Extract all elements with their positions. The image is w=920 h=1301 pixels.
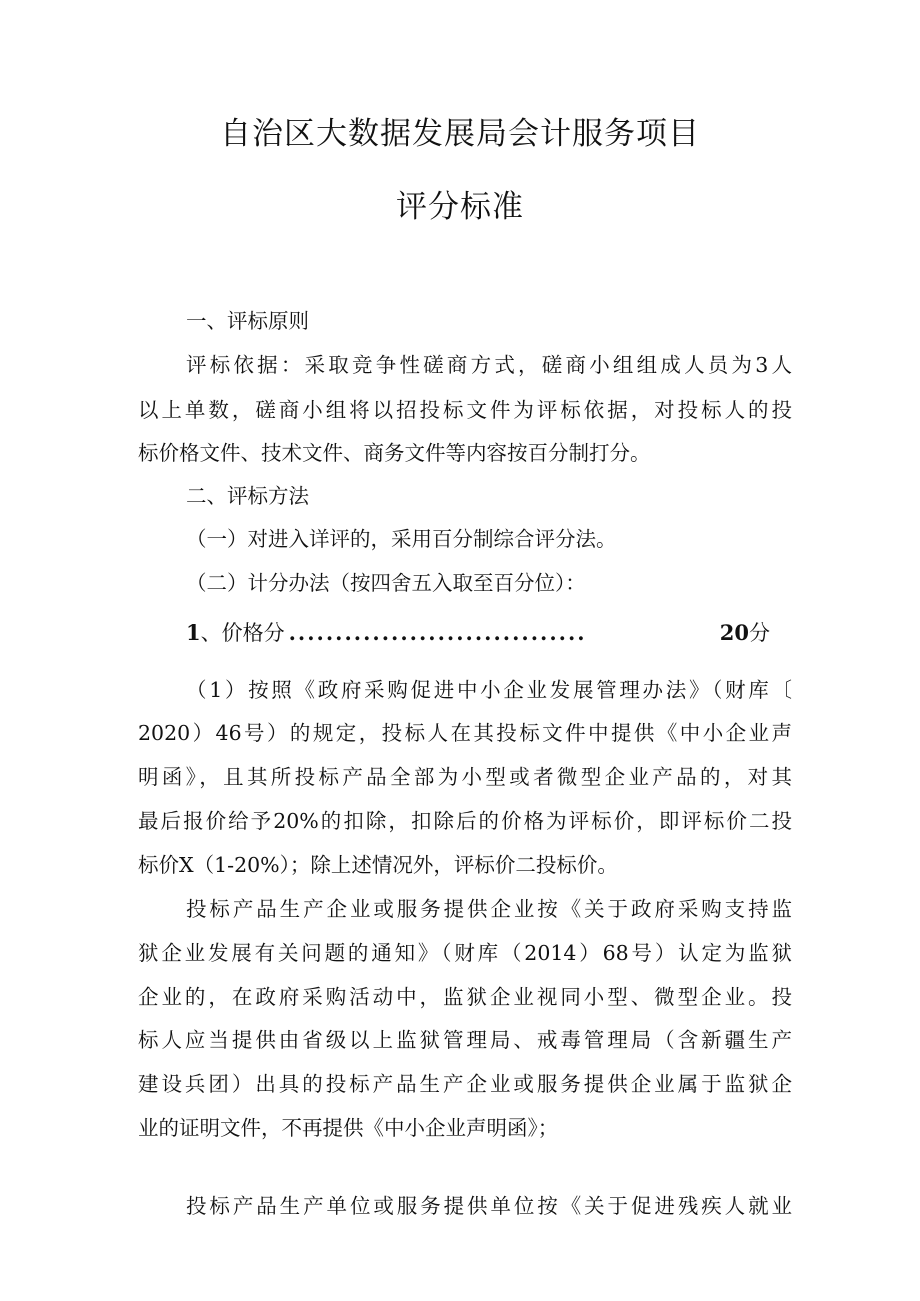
- paragraph-line: 最后报价给予20%的扣除，扣除后的价格为评标价，即评标价二投: [138, 809, 792, 833]
- section-heading-principles: 一、评标原则: [186, 309, 309, 333]
- document-subtitle: 评分标准: [396, 189, 524, 225]
- paragraph-line: 以上单数，磋商小组将以招投标文件为评标依据，对投标人的投: [138, 398, 792, 422]
- paragraph-line: 评标依据：采取竞争性磋商方式，磋商小组组成人员为3人: [186, 353, 792, 377]
- price-score-value: 20: [719, 620, 749, 645]
- dot-leader: ................................: [288, 620, 587, 645]
- section-heading-methods: 二、评标方法: [186, 484, 309, 508]
- price-score-unit: 分: [749, 621, 770, 645]
- price-item-number: 1: [186, 620, 201, 645]
- price-score-line: [186, 617, 770, 649]
- paragraph-line: 标价格文件、技术文件、商务文件等内容按百分制打分。: [138, 441, 651, 465]
- paragraph-line: 投标产品生产企业或服务提供企业按《关于政府采购支持监: [186, 897, 792, 921]
- paragraph-line: 业的证明文件，不再提供《中小企业声明函》；: [138, 1116, 559, 1140]
- paragraph-line: 明函》，且其所投标产品全部为小型或者微型企业产品的，对其: [138, 765, 792, 789]
- paragraph-line: 企业的，在政府采购活动中，监狱企业视同小型、微型企业。投: [138, 985, 792, 1009]
- paragraph-line: 标人应当提供由省级以上监狱管理局、戒毒管理局（含新疆生产: [138, 1028, 792, 1052]
- subsection-line: （一）对进入详评的，采用百分制综合评分法。: [186, 527, 617, 551]
- paragraph-line: （1）按照《政府采购促进中小企业发展管理办法》（财库〔: [186, 678, 792, 702]
- paragraph-line: 2020）46号）的规定，投标人在其投标文件中提供《中小企业声: [138, 721, 792, 745]
- paragraph-line: 投标产品生产单位或服务提供单位按《关于促进残疾人就业: [186, 1194, 792, 1218]
- subsection-line: （二）计分办法（按四舍五入取至百分位）：: [186, 571, 586, 595]
- price-item-label: 、价格分: [200, 621, 285, 645]
- document-title: 自治区大数据发展局会计服务项目: [220, 116, 700, 152]
- paragraph-line: 标价X（1-20%）；除上述情况外，评标价二投标价。: [138, 853, 618, 877]
- paragraph-line: 建设兵团）出具的投标产品生产企业或服务提供企业属于监狱企: [138, 1072, 792, 1096]
- paragraph-line: 狱企业发展有关问题的通知》（财库（2014）68号）认定为监狱: [138, 941, 792, 965]
